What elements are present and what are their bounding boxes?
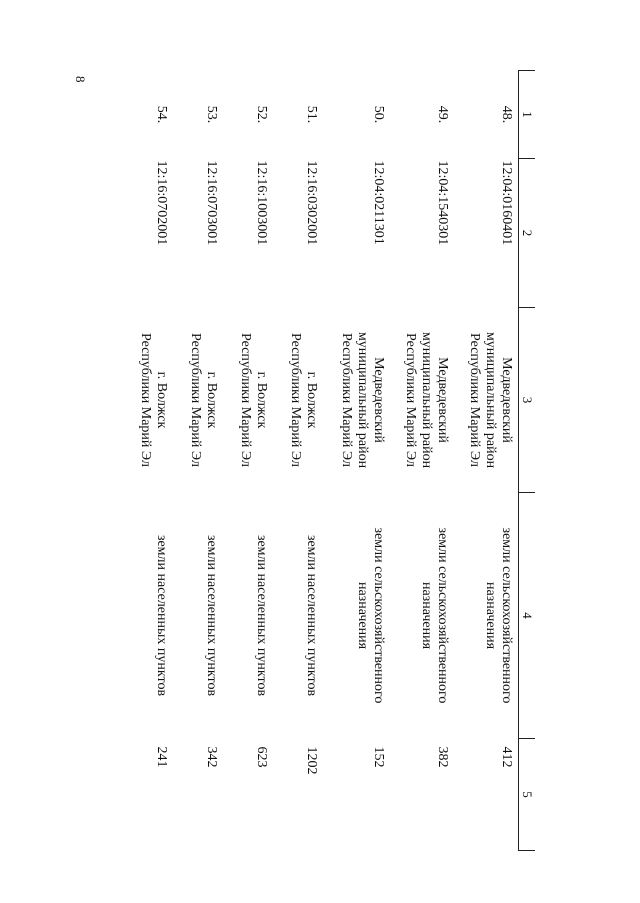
location-line: Республики Марий Эл (339, 333, 354, 467)
location-line: Республики Марий Эл (238, 333, 253, 467)
column-header-2: 2 (519, 159, 536, 308)
page-number: 8 (73, 76, 88, 83)
table-header-row (519, 71, 536, 851)
land-category-cell (386, 493, 450, 739)
land-category-line: земли населенных пунктов (154, 534, 169, 697)
area-value: 623 (254, 746, 269, 768)
cadastral-number: 12:04:1540301 (435, 160, 450, 246)
table-row (269, 71, 319, 851)
location-cell (169, 308, 219, 493)
area-value: 382 (435, 746, 450, 768)
land-category-line: назначения (419, 581, 434, 650)
land-plots-table (119, 70, 535, 851)
land-category-cell (319, 493, 386, 739)
land-category-cell (269, 493, 319, 739)
location-cell (386, 308, 450, 493)
location-line: Медведевский (371, 357, 386, 443)
location-line: Республики Марий Эл (288, 333, 303, 467)
land-category-cell (119, 493, 169, 739)
cadastral-number: 12:16:1003001 (254, 160, 269, 246)
land-category-line: земли населенных пунктов (204, 534, 219, 697)
location-cell (269, 308, 319, 493)
land-category-line: земли населенных пунктов (304, 534, 319, 697)
cadastral-number: 12:16:0702001 (154, 160, 169, 246)
area-value: 342 (204, 746, 219, 768)
land-category-cell (169, 493, 219, 739)
location-line: Республики Марий Эл (188, 333, 203, 467)
location-line: Республики Марий Эл (467, 333, 482, 467)
location-cell (450, 308, 519, 493)
location-line: г. Волжск (254, 371, 269, 429)
column-header-1: 1 (519, 71, 536, 159)
table-row (219, 71, 269, 851)
row-number: 49. (435, 105, 450, 124)
table-row (386, 71, 450, 851)
row-number: 50. (371, 105, 386, 124)
location-line: муниципальный район (483, 331, 498, 469)
row-number: 48. (499, 105, 514, 124)
table-row (450, 71, 519, 851)
location-line: муниципальный район (355, 331, 370, 469)
area-value: 241 (154, 746, 169, 768)
location-line: Медведевский (499, 357, 514, 443)
land-category-line: земли сельскохозяйственного (499, 527, 514, 704)
cadastral-number: 12:04:0160401 (499, 160, 514, 246)
column-header-5: 5 (519, 739, 536, 851)
table-row (119, 71, 169, 851)
land-category-line: назначения (483, 581, 498, 650)
column-header-3: 3 (519, 308, 536, 493)
location-line: Республики Марий Эл (403, 333, 418, 467)
cadastral-number: 12:16:0302001 (304, 160, 319, 246)
location-line: г. Волжск (204, 371, 219, 429)
cadastral-number: 12:16:0703001 (204, 160, 219, 246)
area-value: 412 (499, 746, 514, 768)
location-line: Республики Марий Эл (138, 333, 153, 467)
location-line: муниципальный район (419, 331, 434, 469)
row-number: 51. (304, 105, 319, 124)
land-category-cell (450, 493, 519, 739)
land-category-line: земли сельскохозяйственного (435, 527, 450, 704)
land-category-cell (219, 493, 269, 739)
table-row (169, 71, 219, 851)
row-number: 52. (254, 105, 269, 124)
location-cell (219, 308, 269, 493)
land-plots-table-rotated (115, 70, 535, 850)
location-cell (319, 308, 386, 493)
column-header-4: 4 (519, 493, 536, 739)
land-category-line: назначения (355, 581, 370, 650)
cadastral-number: 12:04:0211301 (371, 160, 386, 245)
location-cell (119, 308, 169, 493)
table-row (319, 71, 386, 851)
land-category-line: земли сельскохозяйственного (371, 527, 386, 704)
land-category-line: земли населенных пунктов (254, 534, 269, 697)
location-line: Медведевский (435, 357, 450, 443)
row-number: 54. (154, 105, 169, 124)
area-value: 152 (371, 746, 386, 768)
location-line: г. Волжск (304, 371, 319, 429)
location-line: г. Волжск (154, 371, 169, 429)
row-number: 53. (204, 105, 219, 124)
area-value: 1202 (304, 746, 319, 775)
